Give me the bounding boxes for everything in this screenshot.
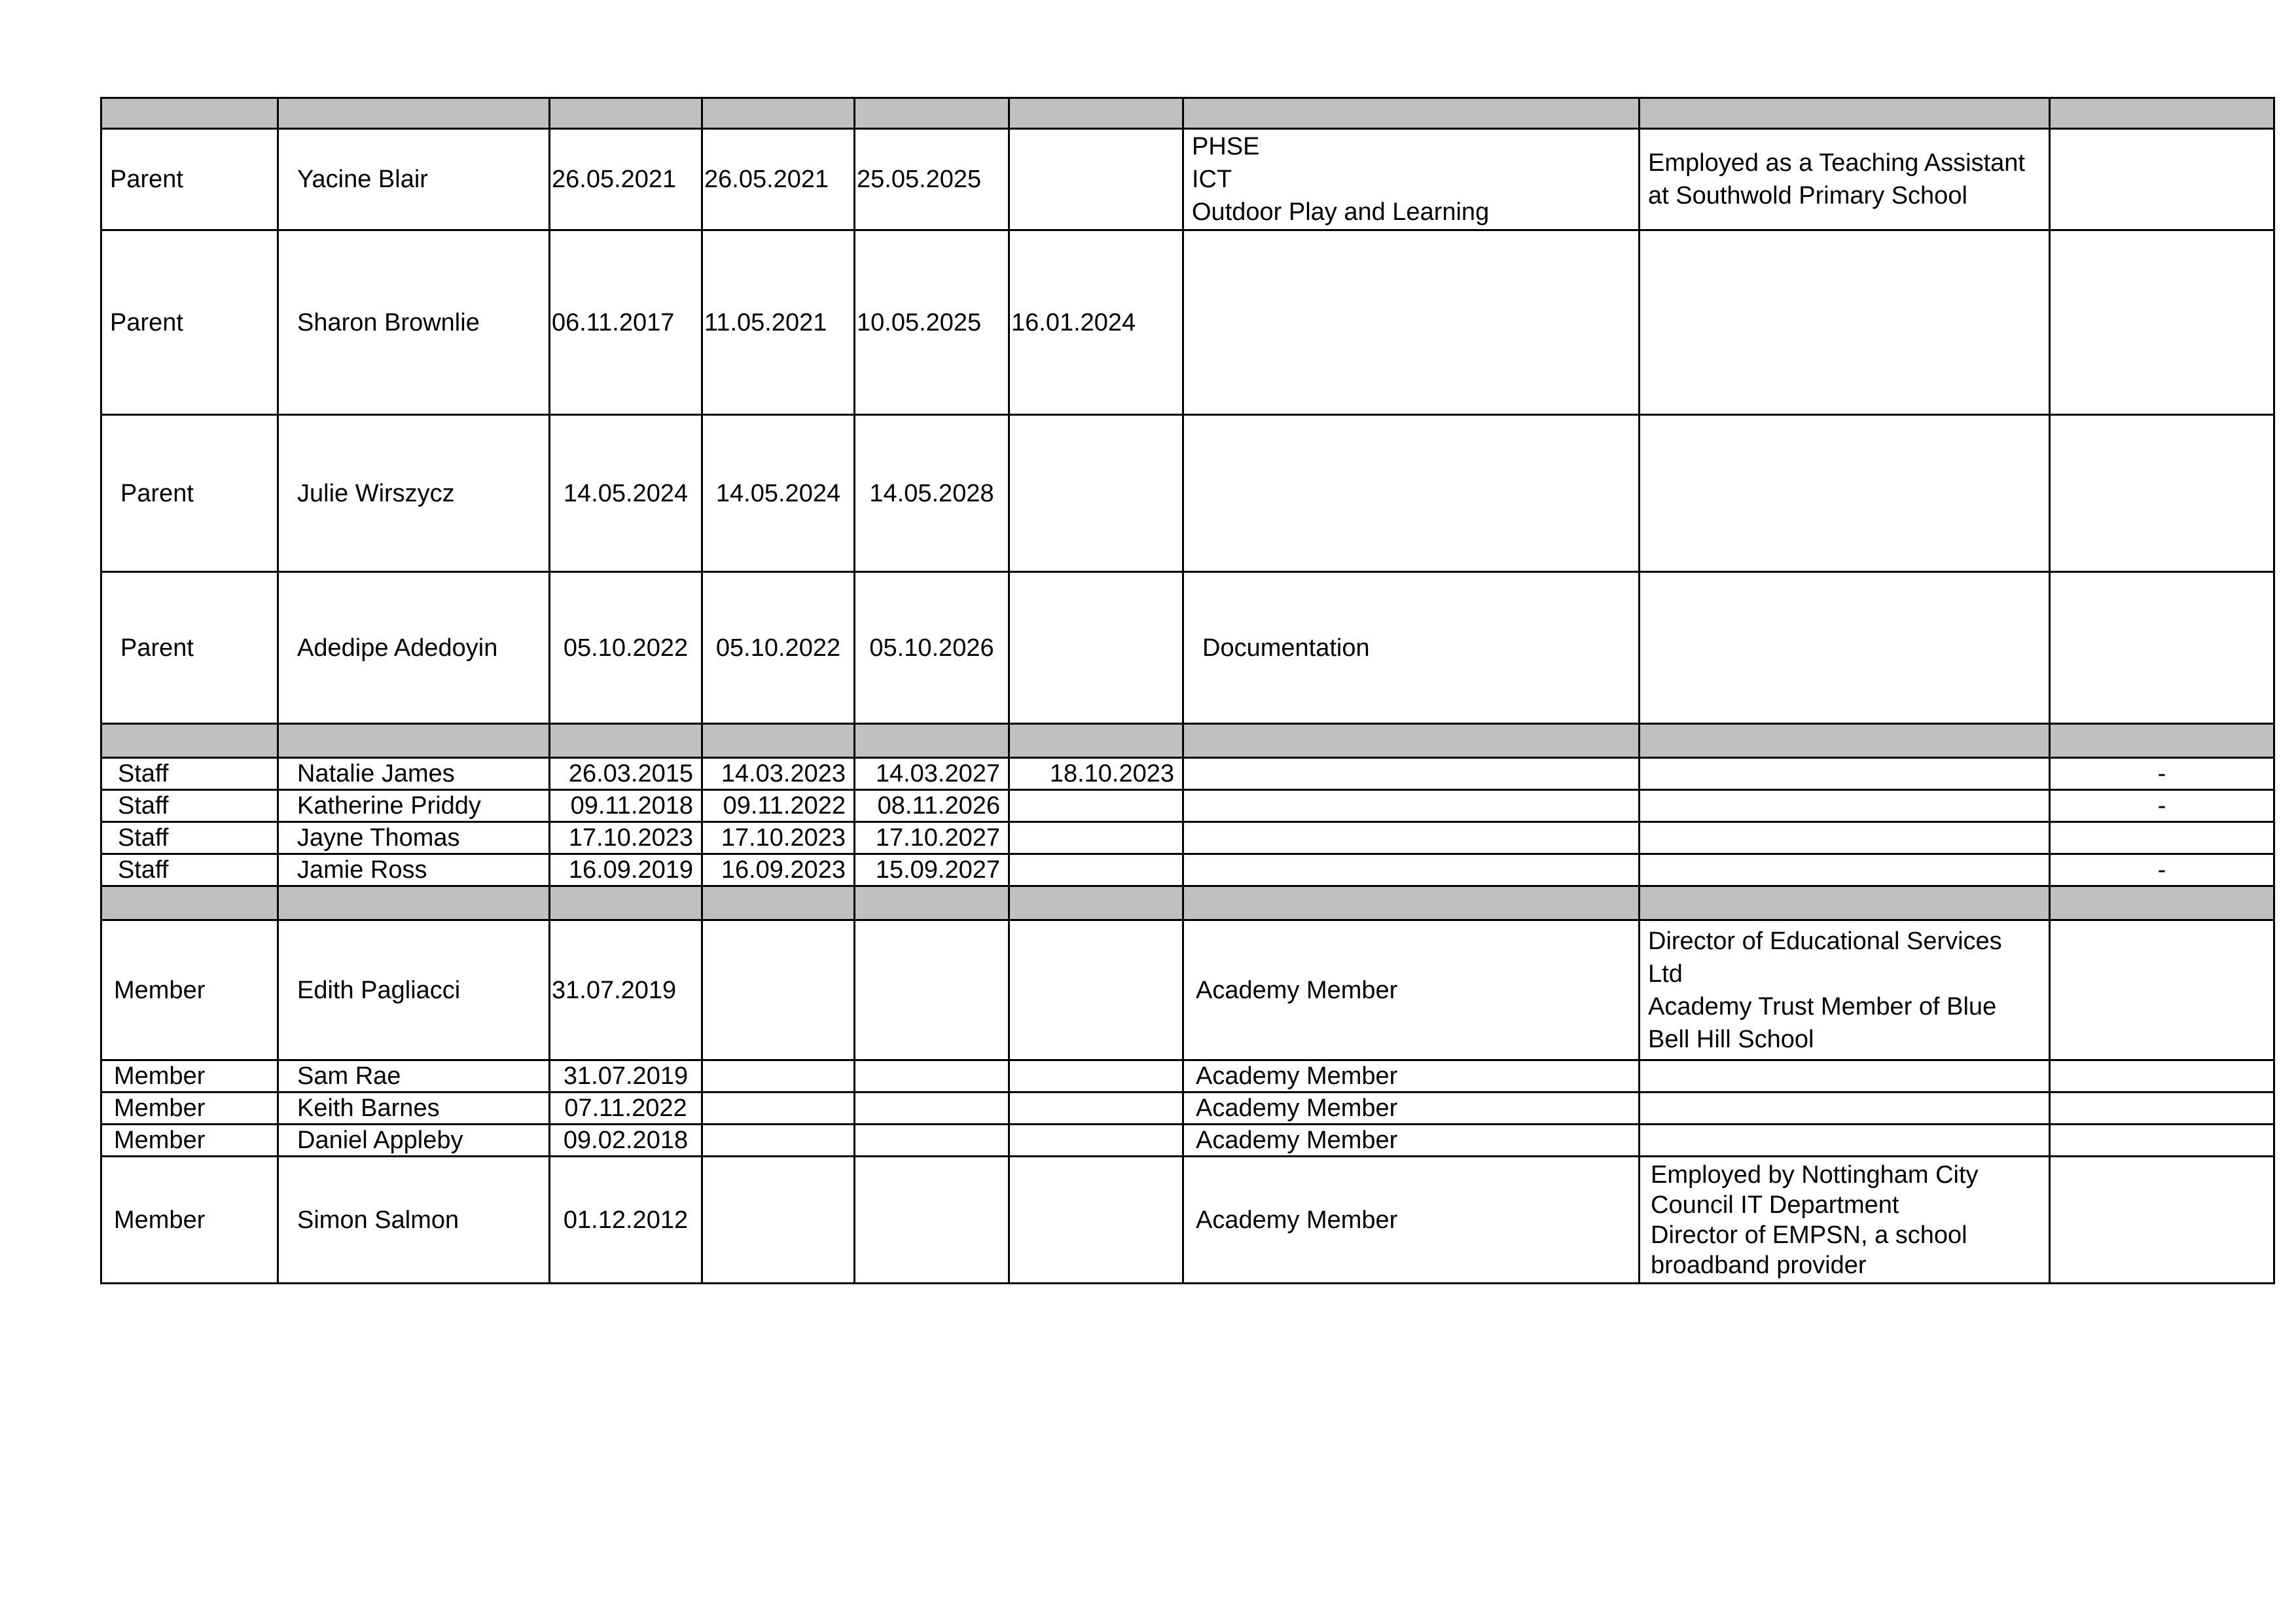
responsibility-cell: [1183, 854, 1640, 886]
table-row: [101, 1157, 2274, 1284]
responsibility-line: PHSE: [1192, 133, 1260, 160]
interests-cell: [1640, 822, 2050, 854]
name-cell: Yacine Blair: [278, 129, 550, 230]
category-cell: Parent: [101, 230, 278, 415]
date-cell: 11.05.2021: [702, 230, 855, 415]
band-cell: [1009, 98, 1183, 129]
category-cell: Staff: [101, 758, 278, 790]
interests-cell: [1640, 129, 2050, 230]
date-cell: [855, 1092, 1009, 1125]
table-row: [101, 758, 2274, 790]
date-cell: 05.10.2022: [702, 572, 855, 724]
date-cell: 14.05.2028: [855, 415, 1009, 572]
extra-cell: -: [2050, 790, 2274, 822]
section-band-members: [101, 886, 2274, 920]
table-row: [101, 415, 2274, 572]
date-cell: 26.03.2015: [550, 758, 702, 790]
responsibility-cell: [1183, 129, 1640, 230]
interests-cell: [1640, 1060, 2050, 1092]
band-cell: [702, 724, 855, 758]
interest-line: Employed by Nottingham City: [1651, 1161, 1979, 1189]
table-row: [101, 822, 2274, 854]
band-cell: [702, 98, 855, 129]
table-row: [101, 920, 2274, 1060]
band-cell: [1183, 724, 1640, 758]
interests-cell: [1640, 415, 2050, 572]
date-cell: 09.11.2022: [702, 790, 855, 822]
date-cell: 09.02.2018: [550, 1125, 702, 1157]
extra-cell: [2050, 572, 2274, 724]
band-cell: [1009, 724, 1183, 758]
band-cell: [101, 724, 278, 758]
interests-cell: [1640, 790, 2050, 822]
category-cell: Staff: [101, 790, 278, 822]
band-cell: [1640, 724, 2050, 758]
category-cell: Parent: [101, 572, 278, 724]
table-row: [101, 129, 2274, 230]
date-cell: 31.07.2019: [550, 920, 702, 1060]
category-cell: Parent: [101, 129, 278, 230]
date-cell: [702, 1125, 855, 1157]
governor-register-table: [100, 97, 2275, 1284]
responsibility-cell: Academy Member: [1183, 1092, 1640, 1125]
date-cell: [855, 1157, 1009, 1284]
responsibility-cell: [1183, 230, 1640, 415]
date-cell: [702, 1157, 855, 1284]
responsibility-cell: Academy Member: [1183, 1060, 1640, 1092]
name-cell: Sharon Brownlie: [278, 230, 550, 415]
name-cell: Julie Wirszycz: [278, 415, 550, 572]
extra-cell: -: [2050, 758, 2274, 790]
extra-cell: -: [2050, 854, 2274, 886]
interests-cell: [1640, 758, 2050, 790]
interest-line: Director of EMPSN, a school: [1651, 1221, 1967, 1249]
date-cell: [1009, 1092, 1183, 1125]
date-cell: 01.12.2012: [550, 1157, 702, 1284]
responsibility-cell: Academy Member: [1183, 920, 1640, 1060]
table-row: [101, 1092, 2274, 1125]
category-cell: Member: [101, 920, 278, 1060]
band-cell: [1640, 886, 2050, 920]
name-cell: Katherine Priddy: [278, 790, 550, 822]
date-cell: [702, 1092, 855, 1125]
date-cell: 26.05.2021: [702, 129, 855, 230]
date-cell: 14.03.2027: [855, 758, 1009, 790]
responsibility-cell: Academy Member: [1183, 1125, 1640, 1157]
date-cell: [1009, 129, 1183, 230]
band-cell: [2050, 98, 2274, 129]
date-cell: [1009, 920, 1183, 1060]
interest-line: Council IT Department: [1651, 1191, 1899, 1219]
category-cell: Parent: [101, 415, 278, 572]
interest-line: Academy Trust Member of Blue: [1648, 992, 1997, 1020]
responsibility-cell: Academy Member: [1183, 1157, 1640, 1284]
extra-cell: [2050, 920, 2274, 1060]
name-cell: Edith Pagliacci: [278, 920, 550, 1060]
date-cell: [1009, 415, 1183, 572]
interest-line: broadband provider: [1651, 1251, 1867, 1279]
extra-cell: [2050, 415, 2274, 572]
interests-cell: [1640, 920, 2050, 1060]
date-cell: [702, 1060, 855, 1092]
interest-line: at Southwold Primary School: [1648, 182, 1967, 209]
band-cell: [550, 886, 702, 920]
name-cell: Sam Rae: [278, 1060, 550, 1092]
date-cell: 26.05.2021: [550, 129, 702, 230]
date-cell: 17.10.2023: [702, 822, 855, 854]
interests-cell: [1640, 1125, 2050, 1157]
table-row: [101, 230, 2274, 415]
responsibility-cell: [1183, 822, 1640, 854]
category-cell: Member: [101, 1092, 278, 1125]
interest-line: Director of Educational Services: [1648, 927, 2002, 955]
responsibility-line: ICT: [1192, 166, 1232, 193]
band-cell: [278, 724, 550, 758]
table-row: [101, 1060, 2274, 1092]
date-cell: 14.03.2023: [702, 758, 855, 790]
interests-cell: [1640, 1092, 2050, 1125]
responsibility-cell: [1183, 415, 1640, 572]
band-cell: [2050, 724, 2274, 758]
date-cell: 16.09.2019: [550, 854, 702, 886]
category-cell: Member: [101, 1157, 278, 1284]
date-cell: 16.09.2023: [702, 854, 855, 886]
date-cell: 15.09.2027: [855, 854, 1009, 886]
band-cell: [101, 886, 278, 920]
name-cell: Jayne Thomas: [278, 822, 550, 854]
date-cell: 14.05.2024: [550, 415, 702, 572]
interest-line: Bell Hill School: [1648, 1025, 1814, 1053]
date-cell: 17.10.2027: [855, 822, 1009, 854]
extra-cell: [2050, 129, 2274, 230]
interests-cell: [1640, 572, 2050, 724]
category-cell: Member: [101, 1060, 278, 1092]
date-cell: 31.07.2019: [550, 1060, 702, 1092]
name-cell: Daniel Appleby: [278, 1125, 550, 1157]
band-cell: [855, 886, 1009, 920]
interest-line: Employed as a Teaching Assistant: [1648, 149, 2025, 177]
date-cell: [1009, 854, 1183, 886]
band-cell: [1009, 886, 1183, 920]
date-cell: 09.11.2018: [550, 790, 702, 822]
category-cell: Staff: [101, 822, 278, 854]
date-cell: [1009, 572, 1183, 724]
interests-cell: [1640, 1157, 2050, 1284]
date-cell: 14.05.2024: [702, 415, 855, 572]
date-cell: 06.11.2017: [550, 230, 702, 415]
date-cell: [1009, 1060, 1183, 1092]
table-row: [101, 790, 2274, 822]
band-cell: [1183, 98, 1640, 129]
date-cell: 18.10.2023: [1009, 758, 1183, 790]
band-cell: [550, 98, 702, 129]
table-row: [101, 572, 2274, 724]
band-cell: [278, 886, 550, 920]
date-cell: [1009, 1157, 1183, 1284]
extra-cell: [2050, 1157, 2274, 1284]
date-cell: 05.10.2026: [855, 572, 1009, 724]
interest-line: Ltd: [1648, 960, 1683, 988]
responsibility-cell: [1183, 790, 1640, 822]
table-row: [101, 1125, 2274, 1157]
band-cell: [101, 98, 278, 129]
responsibility-line: Outdoor Play and Learning: [1192, 198, 1490, 226]
category-cell: Staff: [101, 854, 278, 886]
band-cell: [278, 98, 550, 129]
name-cell: Jamie Ross: [278, 854, 550, 886]
band-cell: [1640, 98, 2050, 129]
table-row: [101, 854, 2274, 886]
extra-cell: [2050, 230, 2274, 415]
extra-cell: [2050, 1092, 2274, 1125]
category-cell: Member: [101, 1125, 278, 1157]
responsibility-cell: [1183, 758, 1640, 790]
section-band-staff: [101, 724, 2274, 758]
date-cell: 07.11.2022: [550, 1092, 702, 1125]
band-cell: [2050, 886, 2274, 920]
date-cell: [855, 1060, 1009, 1092]
band-cell: [855, 724, 1009, 758]
date-cell: 10.05.2025: [855, 230, 1009, 415]
date-cell: [1009, 822, 1183, 854]
name-cell: Natalie James: [278, 758, 550, 790]
date-cell: 17.10.2023: [550, 822, 702, 854]
date-cell: [1009, 1125, 1183, 1157]
responsibility-cell: Documentation: [1183, 572, 1640, 724]
extra-cell: [2050, 822, 2274, 854]
date-cell: [702, 920, 855, 1060]
header-band: [101, 98, 2274, 129]
band-cell: [550, 724, 702, 758]
extra-cell: [2050, 1125, 2274, 1157]
extra-cell: [2050, 1060, 2274, 1092]
interests-cell: [1640, 230, 2050, 415]
name-cell: Keith Barnes: [278, 1092, 550, 1125]
date-cell: [1009, 790, 1183, 822]
date-cell: [855, 920, 1009, 1060]
date-cell: 25.05.2025: [855, 129, 1009, 230]
band-cell: [855, 98, 1009, 129]
date-cell: [855, 1125, 1009, 1157]
name-cell: Adedipe Adedoyin: [278, 572, 550, 724]
date-cell: 05.10.2022: [550, 572, 702, 724]
band-cell: [702, 886, 855, 920]
name-cell: Simon Salmon: [278, 1157, 550, 1284]
date-cell: 08.11.2026: [855, 790, 1009, 822]
interests-cell: [1640, 854, 2050, 886]
date-cell: 16.01.2024: [1009, 230, 1183, 415]
band-cell: [1183, 886, 1640, 920]
